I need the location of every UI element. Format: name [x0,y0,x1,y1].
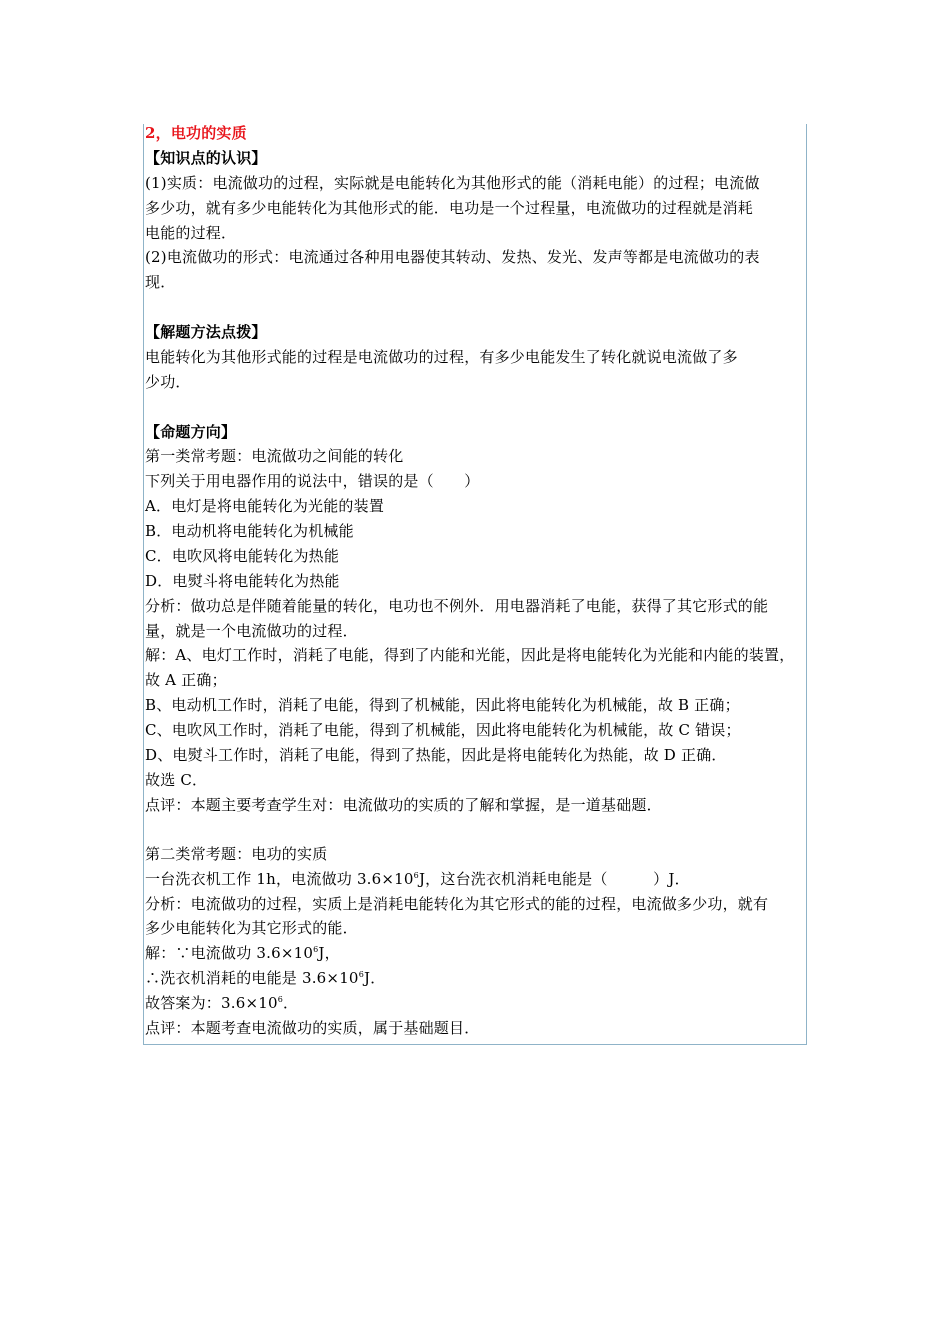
type1-analysis: 量，就是一个电流做功的过程． [145,622,358,640]
type1-solution: D、电熨斗工作时，消耗了电能，得到了热能，因此是将电能转化为热能，故 D 正确． [145,746,727,764]
type1-title: 第一类常考题：电流做功之间能的转化 [145,447,404,465]
type1-solution: C、电吹风工作时，消耗了电能，得到了机械能，因此将电能转化为机械能，故 C 错误； [145,721,741,739]
type2-analysis: 分析：电流做功的过程，实质上是消耗电能转化为其它形式的能的过程，电流做多少功，就有 [145,895,769,913]
knowledge-line: 多少功，就有多少电能转化为其他形式的能．电功是一个过程量，电流做功的过程就是消耗 [145,199,754,217]
direction-heading: 【命题方向】 [145,423,237,441]
type2-comment: 点评：本题考查电流做功的实质，属于基础题目． [145,1019,480,1037]
knowledge-heading: 【知识点的认识】 [145,149,267,167]
type2-solution: ∴洗衣机消耗的电能是 $3.6\times 10^6J$． [145,969,386,987]
type1-solution: 故 A 正确； [145,671,227,689]
type1-question: 下列关于用电器作用的说法中，错误的是（ ） [145,472,480,490]
type2-question: 一台洗衣机工作 1h，电流做功 $3.6\times 10^6J$，这台洗衣机消耗电能是（ ）J． [145,870,690,888]
type2-solution: 解：∵电流做功 $3.6\times 10^6J$， [145,944,340,962]
type2-title: 第二类常考题：电功的实质 [145,845,328,863]
section-title: 2，电功的实质 [145,124,247,142]
type1-analysis: 分析：做功总是伴随着能量的转化，电功也不例外．用电器消耗了电能，获得了其它形式的能 [145,597,769,615]
type1-option-b: B．电动机将电能转化为机械能 [145,522,354,540]
method-heading: 【解题方法点拨】 [145,323,267,341]
type1-solution: B、电动机工作时，消耗了电能，得到了机械能，因此将电能转化为机械能，故 B 正确； [145,696,740,714]
type1-comment: 点评：本题主要考查学生对：电流做功的实质的了解和掌握，是一道基础题． [145,796,662,814]
type1-option-c: C．电吹风将电能转化为热能 [145,547,340,565]
method-line: 电能转化为其他形式能的过程是电流做功的过程，有多少电能发生了转化就说电流做了多 [145,348,738,366]
knowledge-line: (1)实质：电流做功的过程，实际就是电能转化为其他形式的能（消耗电能）的过程；电流做 [145,174,760,192]
knowledge-line: 现． [145,273,176,291]
type1-answer: 故选 C． [145,771,208,789]
type1-option-a: A．电灯是将电能转化为光能的装置 [145,497,385,515]
type1-solution: 解：A、电灯工作时，消耗了电能，得到了内能和光能，因此是将电能转化为光能和内能的装置， [145,646,795,664]
type1-option-d: D．电熨斗将电能转化为热能 [145,572,340,590]
method-line: 少功． [145,373,191,391]
type2-analysis: 多少电能转化为其它形式的能． [145,919,358,937]
knowledge-line: (2)电流做功的形式：电流通过各种用电器使其转动、发热、发光、发声等都是电流做功的表 [145,248,760,266]
type2-answer: 故答案为：$3.6\times 10^6$． [145,994,299,1012]
knowledge-line: 电能的过程． [145,224,237,242]
